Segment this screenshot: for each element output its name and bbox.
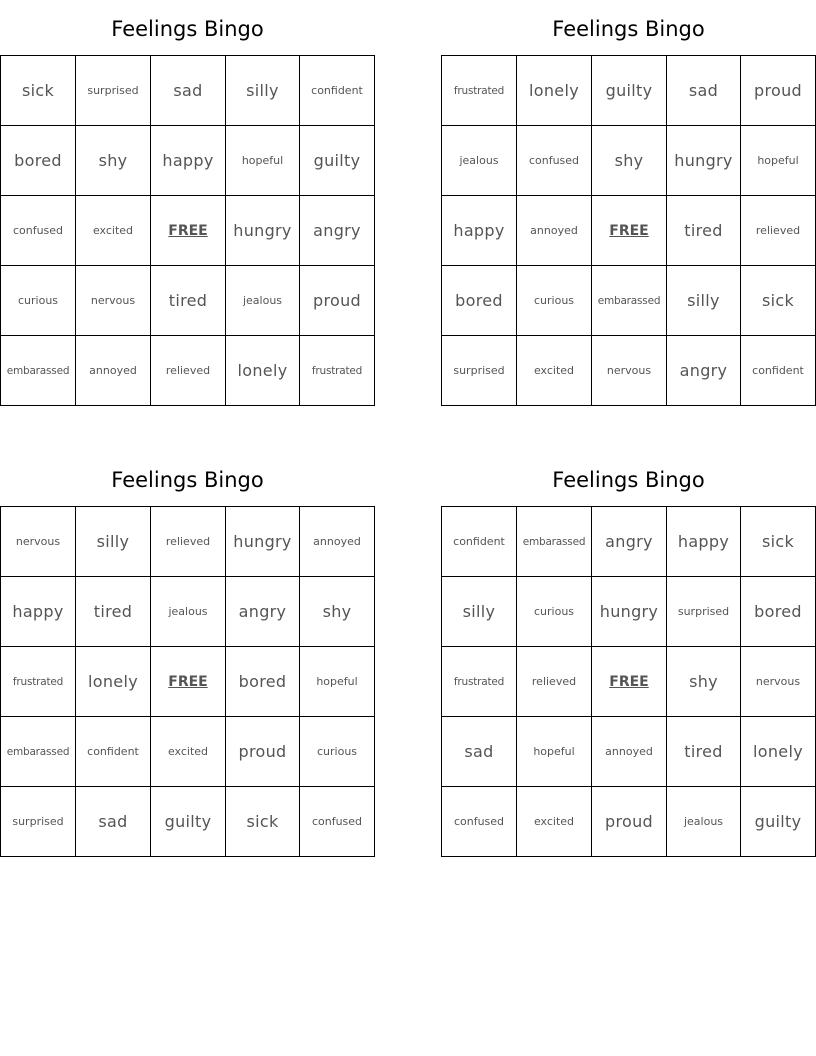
bingo-cell bbox=[76, 647, 151, 717]
bingo-cell bbox=[442, 787, 517, 857]
bingo-cell bbox=[442, 266, 517, 336]
free-space-label: FREE bbox=[609, 222, 649, 239]
bingo-word: angry bbox=[313, 221, 361, 240]
bingo-word: relieved bbox=[165, 364, 211, 377]
bingo-word: nervous bbox=[90, 294, 136, 307]
bingo-card-1 bbox=[0, 0, 375, 406]
bingo-cell bbox=[592, 56, 667, 126]
bingo-word: shy bbox=[322, 602, 352, 621]
bingo-cell bbox=[442, 196, 517, 266]
bingo-word: guilty bbox=[313, 151, 361, 170]
bingo-grid bbox=[441, 506, 816, 857]
bingo-word: surprised bbox=[453, 364, 505, 377]
bingo-cell bbox=[226, 717, 300, 787]
bingo-cell bbox=[1, 647, 76, 717]
bingo-word: tired bbox=[93, 602, 133, 621]
bingo-card-4 bbox=[441, 451, 816, 857]
bingo-cell bbox=[442, 717, 517, 787]
bingo-cell bbox=[667, 507, 741, 577]
bingo-cell bbox=[442, 577, 517, 647]
bingo-cell bbox=[592, 336, 667, 406]
bingo-word: jealous bbox=[242, 294, 283, 307]
bingo-word: hungry bbox=[233, 221, 292, 240]
free-space-label: FREE bbox=[168, 222, 208, 239]
bingo-cell bbox=[517, 266, 592, 336]
bingo-word: confused bbox=[12, 224, 64, 237]
bingo-cell bbox=[1, 577, 76, 647]
bingo-word: sick bbox=[761, 291, 795, 310]
free-space-cell bbox=[151, 647, 226, 717]
bingo-cell bbox=[592, 787, 667, 857]
bingo-cell bbox=[1, 56, 76, 126]
bingo-cell bbox=[667, 577, 741, 647]
bingo-word: sick bbox=[246, 812, 279, 831]
bingo-word: embarassed bbox=[6, 364, 70, 377]
bingo-word: embarassed bbox=[522, 535, 586, 548]
bingo-cell bbox=[741, 196, 816, 266]
bingo-cell bbox=[1, 196, 76, 266]
bingo-cell bbox=[151, 266, 226, 336]
bingo-cell bbox=[442, 647, 517, 717]
bingo-cell bbox=[226, 507, 300, 577]
bingo-cell bbox=[76, 336, 151, 406]
bingo-cell bbox=[667, 56, 741, 126]
bingo-word: sick bbox=[761, 532, 795, 551]
bingo-cell bbox=[667, 196, 741, 266]
bingo-word: frustrated bbox=[12, 675, 64, 688]
bingo-word: proud bbox=[754, 81, 802, 100]
bingo-cell bbox=[517, 717, 592, 787]
bingo-word: bored bbox=[238, 672, 287, 691]
bingo-word: surprised bbox=[87, 84, 139, 97]
bingo-word: shy bbox=[614, 151, 644, 170]
bingo-cell bbox=[592, 717, 667, 787]
bingo-cell bbox=[1, 266, 76, 336]
bingo-card-3 bbox=[0, 451, 375, 857]
bingo-cell bbox=[151, 507, 226, 577]
bingo-word: frustrated bbox=[453, 675, 505, 688]
bingo-cell bbox=[226, 56, 300, 126]
bingo-word: excited bbox=[533, 364, 575, 377]
bingo-cell bbox=[592, 126, 667, 196]
card-title: Feelings Bingo bbox=[552, 17, 705, 41]
bingo-word: guilty bbox=[605, 81, 653, 100]
bingo-word: confused bbox=[528, 154, 580, 167]
bingo-cell bbox=[592, 507, 667, 577]
bingo-cell bbox=[300, 56, 375, 126]
bingo-cell bbox=[517, 787, 592, 857]
bingo-cell bbox=[517, 507, 592, 577]
bingo-cell bbox=[592, 266, 667, 336]
bingo-word: angry bbox=[605, 532, 653, 551]
bingo-cell bbox=[1, 336, 76, 406]
bingo-cell bbox=[667, 647, 741, 717]
bingo-word: shy bbox=[98, 151, 128, 170]
bingo-word: embarassed bbox=[6, 745, 70, 758]
bingo-word: annoyed bbox=[313, 535, 361, 548]
bingo-cell bbox=[151, 787, 226, 857]
bingo-word: lonely bbox=[753, 742, 803, 761]
bingo-word: excited bbox=[167, 745, 209, 758]
bingo-word: bored bbox=[14, 151, 62, 170]
bingo-word: jealous bbox=[683, 815, 724, 828]
bingo-word: sad bbox=[173, 81, 203, 100]
bingo-word: surprised bbox=[677, 605, 730, 618]
bingo-cell bbox=[300, 507, 375, 577]
bingo-word: hungry bbox=[674, 151, 733, 170]
bingo-cell bbox=[226, 336, 300, 406]
bingo-cell bbox=[76, 126, 151, 196]
bingo-cell bbox=[1, 717, 76, 787]
bingo-word: surprised bbox=[12, 815, 64, 828]
bingo-word: annoyed bbox=[89, 364, 137, 377]
bingo-word: frustrated bbox=[453, 84, 505, 97]
bingo-cell bbox=[667, 266, 741, 336]
bingo-cell bbox=[592, 577, 667, 647]
bingo-word: relieved bbox=[755, 224, 801, 237]
bingo-word: excited bbox=[92, 224, 134, 237]
card-title: Feelings Bingo bbox=[111, 468, 264, 492]
card-title: Feelings Bingo bbox=[111, 17, 264, 41]
bingo-word: curious bbox=[533, 294, 575, 307]
bingo-cell bbox=[741, 577, 816, 647]
bingo-word: lonely bbox=[88, 672, 138, 691]
bingo-word: confident bbox=[453, 535, 505, 548]
bingo-cell bbox=[151, 126, 226, 196]
bingo-cell bbox=[517, 336, 592, 406]
bingo-cell bbox=[741, 787, 816, 857]
bingo-word: frustrated bbox=[311, 364, 363, 377]
bingo-cell bbox=[300, 196, 375, 266]
bingo-word: curious bbox=[533, 605, 575, 618]
bingo-cell bbox=[741, 266, 816, 336]
bingo-word: confused bbox=[311, 815, 363, 828]
bingo-cell bbox=[741, 336, 816, 406]
bingo-grid bbox=[0, 55, 375, 406]
bingo-cell bbox=[151, 717, 226, 787]
bingo-cell bbox=[517, 647, 592, 717]
bingo-word: nervous bbox=[606, 364, 652, 377]
card-title: Feelings Bingo bbox=[552, 468, 705, 492]
bingo-word: annoyed bbox=[530, 224, 578, 237]
bingo-cell bbox=[226, 196, 300, 266]
bingo-cell bbox=[741, 126, 816, 196]
bingo-cell bbox=[300, 266, 375, 336]
bingo-cell bbox=[1, 507, 76, 577]
free-space-cell bbox=[592, 647, 667, 717]
bingo-cell bbox=[151, 336, 226, 406]
bingo-word: hopeful bbox=[533, 745, 575, 758]
bingo-cell bbox=[667, 787, 741, 857]
bingo-word: silly bbox=[462, 602, 496, 621]
free-space-label: FREE bbox=[609, 673, 649, 690]
bingo-word: sick bbox=[21, 81, 55, 100]
bingo-cell bbox=[1, 787, 76, 857]
bingo-word: relieved bbox=[165, 535, 211, 548]
bingo-word: happy bbox=[453, 221, 505, 240]
bingo-cell bbox=[667, 717, 741, 787]
bingo-cell bbox=[741, 717, 816, 787]
bingo-word: excited bbox=[533, 815, 575, 828]
bingo-cell bbox=[300, 336, 375, 406]
bingo-cell bbox=[76, 266, 151, 336]
bingo-cell bbox=[517, 196, 592, 266]
bingo-word: angry bbox=[679, 361, 728, 380]
bingo-cell bbox=[300, 126, 375, 196]
bingo-word: tired bbox=[168, 291, 208, 310]
bingo-word: shy bbox=[689, 672, 718, 691]
free-space-label: FREE bbox=[168, 673, 208, 690]
bingo-cell bbox=[151, 577, 226, 647]
bingo-word: sad bbox=[688, 81, 719, 100]
bingo-word: curious bbox=[17, 294, 59, 307]
bingo-word: jealous bbox=[168, 605, 208, 618]
bingo-word: proud bbox=[605, 812, 653, 831]
bingo-word: guilty bbox=[754, 812, 802, 831]
bingo-cell bbox=[741, 507, 816, 577]
bingo-word: silly bbox=[96, 532, 130, 551]
bingo-word: hopeful bbox=[241, 154, 284, 167]
bingo-word: guilty bbox=[164, 812, 212, 831]
bingo-cell bbox=[517, 577, 592, 647]
bingo-cell bbox=[226, 577, 300, 647]
bingo-word: proud bbox=[238, 742, 287, 761]
bingo-word: silly bbox=[687, 291, 720, 310]
bingo-cell bbox=[300, 647, 375, 717]
bingo-word: bored bbox=[754, 602, 802, 621]
bingo-word: bored bbox=[455, 291, 503, 310]
bingo-word: relieved bbox=[531, 675, 577, 688]
bingo-word: happy bbox=[12, 602, 64, 621]
bingo-word: nervous bbox=[755, 675, 801, 688]
bingo-word: lonely bbox=[529, 81, 579, 100]
bingo-cell bbox=[76, 717, 151, 787]
bingo-cell bbox=[76, 507, 151, 577]
bingo-word: embarassed bbox=[597, 294, 661, 307]
bingo-word: happy bbox=[677, 532, 730, 551]
bingo-cell bbox=[667, 336, 741, 406]
bingo-card-2 bbox=[441, 0, 816, 406]
bingo-word: jealous bbox=[459, 154, 499, 167]
bingo-cell bbox=[226, 266, 300, 336]
bingo-cell bbox=[300, 787, 375, 857]
bingo-cell bbox=[517, 56, 592, 126]
bingo-word: nervous bbox=[15, 535, 61, 548]
bingo-cell bbox=[442, 126, 517, 196]
bingo-cell bbox=[300, 577, 375, 647]
bingo-grid bbox=[0, 506, 375, 857]
bingo-cell bbox=[741, 647, 816, 717]
free-space-cell bbox=[151, 196, 226, 266]
bingo-cell bbox=[226, 647, 300, 717]
bingo-word: confident bbox=[87, 745, 139, 758]
bingo-word: silly bbox=[246, 81, 279, 100]
bingo-cell bbox=[442, 336, 517, 406]
bingo-cell bbox=[226, 787, 300, 857]
bingo-cell bbox=[300, 717, 375, 787]
bingo-word: proud bbox=[313, 291, 361, 310]
bingo-cell bbox=[76, 787, 151, 857]
bingo-word: annoyed bbox=[605, 745, 653, 758]
bingo-word: sad bbox=[464, 742, 494, 761]
free-space-cell bbox=[592, 196, 667, 266]
bingo-cell bbox=[1, 126, 76, 196]
bingo-cell bbox=[151, 56, 226, 126]
bingo-cell bbox=[667, 126, 741, 196]
bingo-word: hungry bbox=[233, 532, 292, 551]
bingo-word: lonely bbox=[237, 361, 288, 380]
bingo-word: sad bbox=[98, 812, 128, 831]
bingo-cell bbox=[442, 56, 517, 126]
bingo-word: hungry bbox=[599, 602, 659, 621]
bingo-word: hopeful bbox=[757, 154, 799, 167]
bingo-word: confused bbox=[453, 815, 505, 828]
bingo-grid bbox=[441, 55, 816, 406]
bingo-cell bbox=[741, 56, 816, 126]
bingo-word: angry bbox=[238, 602, 287, 621]
bingo-word: curious bbox=[316, 745, 358, 758]
bingo-word: happy bbox=[162, 151, 214, 170]
bingo-word: tired bbox=[684, 742, 723, 761]
bingo-cell bbox=[517, 126, 592, 196]
bingo-cell bbox=[226, 126, 300, 196]
bingo-word: hopeful bbox=[316, 675, 358, 688]
bingo-word: confident bbox=[311, 84, 363, 97]
bingo-cell bbox=[76, 196, 151, 266]
bingo-word: tired bbox=[684, 221, 723, 240]
bingo-cell bbox=[442, 507, 517, 577]
bingo-word: confident bbox=[752, 364, 804, 377]
bingo-cell bbox=[76, 56, 151, 126]
bingo-cell bbox=[76, 577, 151, 647]
